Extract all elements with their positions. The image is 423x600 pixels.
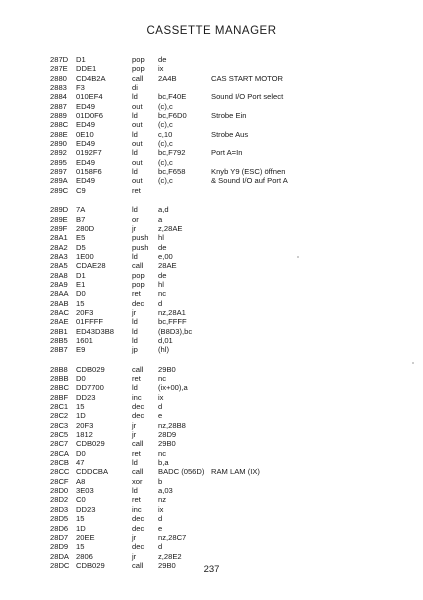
listing-row: [0, 383, 423, 392]
operand-cell: a: [158, 214, 163, 224]
address-cell: 28D6: [50, 523, 69, 533]
address-cell: 28BC: [50, 383, 69, 393]
address-cell: 28D9: [50, 542, 69, 552]
listing-row: [0, 411, 423, 420]
listing-row: [0, 336, 423, 345]
operand-cell: a,d: [158, 205, 169, 215]
address-cell: 2890: [50, 139, 67, 149]
listing-row: [0, 477, 423, 486]
address-cell: 28D3: [50, 504, 69, 514]
hex-bytes-cell: E9: [76, 345, 86, 355]
mnemonic-cell: dec: [132, 411, 145, 421]
address-cell: 28A8: [50, 270, 68, 280]
address-cell: 28BB: [50, 374, 69, 383]
address-cell: 28AA: [50, 289, 69, 299]
operand-cell: nz,28A1: [158, 307, 186, 317]
hex-bytes-cell: 1E00: [76, 251, 94, 261]
listing-row: [0, 158, 423, 167]
hex-bytes-cell: ED49: [76, 176, 95, 186]
address-cell: 289A: [50, 176, 68, 186]
operand-cell: bc,F658: [158, 167, 186, 177]
operand-cell: nz,28C7: [158, 532, 187, 542]
mnemonic-cell: ld: [132, 111, 138, 121]
mnemonic-cell: xor: [132, 476, 143, 486]
listing-row: [0, 120, 423, 129]
hex-bytes-cell: C9: [76, 185, 86, 195]
hex-bytes-cell: D0: [76, 374, 86, 383]
hex-bytes-cell: D0: [76, 289, 86, 299]
listing-row: [0, 514, 423, 523]
address-cell: 287E: [50, 64, 68, 74]
mnemonic-cell: push: [132, 233, 149, 243]
listing-row: [0, 486, 423, 495]
listing-row: [0, 74, 423, 83]
operand-cell: (c),c: [158, 101, 173, 111]
hex-bytes-cell: ED49: [76, 157, 95, 167]
comment-cell: Knyb Y9 (ESC) öffnen: [211, 167, 286, 177]
code-block: [0, 365, 423, 571]
mnemonic-cell: call: [132, 467, 144, 477]
listing-row: [0, 308, 423, 317]
hex-bytes-cell: CDDCBA: [76, 467, 109, 477]
listing-row: [0, 365, 423, 374]
listing-row: [0, 280, 423, 289]
address-cell: 2897: [50, 167, 67, 177]
address-cell: 28C3: [50, 420, 69, 430]
listing-row: [0, 111, 423, 120]
operand-cell: (B8D3),bc: [158, 326, 193, 336]
hex-bytes-cell: 010EF4: [76, 92, 103, 102]
hex-bytes-cell: 20F3: [76, 420, 94, 430]
hex-bytes-cell: 15: [76, 402, 85, 412]
address-cell: 28DC: [50, 560, 70, 570]
mnemonic-cell: out: [132, 176, 143, 186]
assembly-listing: [0, 55, 423, 580]
operand-cell: z,28AE: [158, 223, 183, 233]
mnemonic-cell: ld: [132, 148, 138, 158]
mnemonic-cell: inc: [132, 392, 142, 402]
mnemonic-cell: call: [132, 261, 144, 271]
hex-bytes-cell: 3E03: [76, 486, 94, 496]
address-cell: 2880: [50, 73, 67, 83]
hex-bytes-cell: 280D: [76, 223, 95, 233]
operand-cell: nz: [158, 495, 167, 505]
operand-cell: hl: [158, 233, 164, 243]
mnemonic-cell: call: [132, 364, 144, 374]
operand-cell: 28AE: [158, 261, 177, 271]
operand-cell: bc,FFFF: [158, 317, 187, 327]
listing-row: [0, 224, 423, 233]
mnemonic-cell: ld: [132, 129, 138, 139]
hex-bytes-cell: 0158F6: [76, 167, 102, 177]
mnemonic-cell: pop: [132, 55, 145, 64]
operand-cell: e,00: [158, 251, 173, 261]
mnemonic-cell: dec: [132, 523, 145, 533]
listing-row: [0, 458, 423, 467]
listing-row: [0, 148, 423, 157]
mnemonic-cell: push: [132, 242, 149, 252]
mnemonic-cell: out: [132, 157, 143, 167]
operand-cell: d: [158, 542, 163, 552]
hex-bytes-cell: D0: [76, 448, 86, 458]
operand-cell: 28D9: [158, 430, 177, 440]
operand-cell: d,01: [158, 335, 173, 345]
mnemonic-cell: dec: [132, 514, 145, 524]
mnemonic-cell: ret: [132, 374, 141, 383]
address-cell: 2883: [50, 83, 67, 93]
hex-bytes-cell: ED49: [76, 120, 95, 130]
address-cell: 28CA: [50, 448, 69, 458]
operand-cell: ix: [158, 504, 164, 514]
hex-bytes-cell: E1: [76, 279, 86, 289]
hex-bytes-cell: 15: [76, 298, 85, 308]
hex-bytes-cell: 7A: [76, 205, 86, 215]
mnemonic-cell: ld: [132, 335, 138, 345]
mnemonic-cell: out: [132, 120, 143, 130]
hex-bytes-cell: 20EE: [76, 532, 95, 542]
listing-row: [0, 524, 423, 533]
operand-cell: ix: [158, 392, 164, 402]
hex-bytes-cell: DDE1: [76, 64, 97, 74]
mnemonic-cell: jr: [132, 430, 137, 440]
address-cell: 28C1: [50, 402, 69, 412]
address-cell: 28A5: [50, 261, 68, 271]
mnemonic-cell: ld: [132, 167, 138, 177]
address-cell: 28AB: [50, 298, 69, 308]
address-cell: 289D: [50, 205, 69, 215]
address-cell: 28B1: [50, 326, 68, 336]
listing-row: [0, 176, 423, 185]
hex-bytes-cell: CDB029: [76, 364, 105, 374]
operand-cell: hl: [158, 279, 164, 289]
operand-cell: bc,F6D0: [158, 111, 187, 121]
address-cell: 28C5: [50, 430, 69, 440]
listing-row: [0, 317, 423, 326]
hex-bytes-cell: 1812: [76, 430, 93, 440]
hex-bytes-cell: B7: [76, 214, 86, 224]
hex-bytes-cell: 1601: [76, 335, 93, 345]
operand-cell: d: [158, 514, 163, 524]
mnemonic-cell: out: [132, 139, 143, 149]
mnemonic-cell: ld: [132, 92, 138, 102]
listing-row: [0, 542, 423, 551]
listing-row: [0, 215, 423, 224]
address-cell: 28C7: [50, 439, 69, 449]
address-cell: 28CF: [50, 476, 69, 486]
hex-bytes-cell: ED49: [76, 139, 95, 149]
hex-bytes-cell: CDB029: [76, 439, 105, 449]
address-cell: 2895: [50, 157, 67, 167]
listing-row: [0, 327, 423, 336]
listing-row: [0, 374, 423, 383]
address-cell: 289F: [50, 223, 68, 233]
listing-row: [0, 261, 423, 270]
mnemonic-cell: jr: [132, 307, 137, 317]
hex-bytes-cell: ED43D3B8: [76, 326, 114, 336]
mnemonic-cell: ld: [132, 317, 138, 327]
address-cell: 2884: [50, 92, 67, 102]
operand-cell: de: [158, 270, 167, 280]
address-cell: 28DA: [50, 551, 69, 561]
address-cell: 28D2: [50, 495, 69, 505]
address-cell: 28D7: [50, 532, 69, 542]
address-cell: 288C: [50, 120, 69, 130]
mnemonic-cell: jr: [132, 223, 137, 233]
address-cell: 28D5: [50, 514, 69, 524]
listing-row: [0, 421, 423, 430]
address-cell: 288E: [50, 129, 68, 139]
address-cell: 289E: [50, 214, 68, 224]
operand-cell: nz,28B8: [158, 420, 186, 430]
listing-row: [0, 495, 423, 504]
hex-bytes-cell: CDAE28: [76, 261, 106, 271]
page-title: CASSETTE MANAGER: [146, 25, 277, 37]
operand-cell: 29B0: [158, 364, 176, 374]
operand-cell: b: [158, 476, 163, 486]
hex-bytes-cell: 1D: [76, 411, 86, 421]
listing-row: [0, 299, 423, 308]
hex-bytes-cell: F3: [76, 83, 85, 93]
mnemonic-cell: pop: [132, 64, 145, 74]
mnemonic-cell: call: [132, 73, 144, 83]
listing-row: [0, 467, 423, 476]
mnemonic-cell: jp: [132, 345, 138, 355]
address-cell: 28A9: [50, 279, 68, 289]
address-cell: 2892: [50, 148, 67, 158]
operand-cell: (c),c: [158, 139, 173, 149]
address-cell: 28CB: [50, 458, 69, 468]
mnemonic-cell: ld: [132, 251, 138, 261]
operand-cell: (hl): [158, 345, 169, 355]
listing-row: [0, 533, 423, 542]
operand-cell: (c),c: [158, 120, 173, 130]
operand-cell: 29B0: [158, 560, 176, 570]
listing-row: [0, 393, 423, 402]
operand-cell: (ix+00),a: [158, 383, 188, 393]
comment-cell: Strobe Aus: [211, 129, 249, 139]
hex-bytes-cell: 2806: [76, 551, 93, 561]
hex-bytes-cell: D5: [76, 242, 86, 252]
listing-row: [0, 233, 423, 242]
mnemonic-cell: ret: [132, 448, 141, 458]
operand-cell: 2A4B: [158, 73, 177, 83]
mnemonic-cell: dec: [132, 402, 145, 412]
mnemonic-cell: ld: [132, 383, 138, 393]
mnemonic-cell: jr: [132, 551, 137, 561]
hex-bytes-cell: 01D0F6: [76, 111, 104, 121]
address-cell: 28CC: [50, 467, 70, 477]
hex-bytes-cell: E5: [76, 233, 86, 243]
listing-row: [0, 439, 423, 448]
mnemonic-cell: pop: [132, 279, 145, 289]
operand-cell: d: [158, 402, 163, 412]
operand-cell: nc: [158, 374, 167, 383]
hex-bytes-cell: CD4B2A: [76, 73, 106, 83]
mnemonic-cell: ld: [132, 326, 138, 336]
hex-bytes-cell: DD23: [76, 392, 96, 402]
hex-bytes-cell: C0: [76, 495, 86, 505]
operand-cell: (c),c: [158, 157, 173, 167]
listing-row: [0, 449, 423, 458]
hex-bytes-cell: D1: [76, 270, 86, 280]
code-block: [0, 55, 423, 195]
operand-cell: 29B0: [158, 439, 176, 449]
listing-row: [0, 92, 423, 101]
mnemonic-cell: di: [132, 83, 138, 93]
address-cell: 28B5: [50, 335, 68, 345]
hex-bytes-cell: D1: [76, 55, 86, 64]
listing-row: [0, 505, 423, 514]
hex-bytes-cell: 15: [76, 514, 85, 524]
comment-cell: Port A=In: [211, 148, 243, 158]
listing-row: [0, 402, 423, 411]
listing-row: [0, 167, 423, 176]
scan-speck: [297, 256, 299, 258]
operand-cell: BADC (056D): [158, 467, 205, 477]
operand-cell: bc,F40E: [158, 92, 187, 102]
operand-cell: e: [158, 411, 163, 421]
code-block: [0, 205, 423, 355]
address-cell: 28AE: [50, 317, 69, 327]
address-cell: 287D: [50, 55, 69, 64]
hex-bytes-cell: 01FFFF: [76, 317, 104, 327]
operand-cell: bc,F792: [158, 148, 186, 158]
address-cell: 28A1: [50, 233, 68, 243]
mnemonic-cell: dec: [132, 298, 145, 308]
listing-row: [0, 83, 423, 92]
scan-speck: [412, 362, 414, 364]
mnemonic-cell: ld: [132, 205, 138, 215]
listing-row: [0, 271, 423, 280]
listing-row: [0, 64, 423, 73]
mnemonic-cell: ret: [132, 185, 141, 195]
hex-bytes-cell: 47: [76, 458, 85, 468]
operand-cell: (c),c: [158, 176, 173, 186]
hex-bytes-cell: DD7700: [76, 383, 104, 393]
operand-cell: c,10: [158, 129, 173, 139]
address-cell: 2887: [50, 101, 67, 111]
listing-row: [0, 205, 423, 214]
comment-cell: RAM LAM (IX): [211, 467, 260, 477]
address-cell: 28B7: [50, 345, 68, 355]
listing-row: [0, 252, 423, 261]
mnemonic-cell: call: [132, 560, 144, 570]
mnemonic-cell: ret: [132, 495, 141, 505]
address-cell: 28BF: [50, 392, 69, 402]
comment-cell: & Sound I/O auf Port A: [211, 176, 288, 186]
hex-bytes-cell: 1D: [76, 523, 86, 533]
operand-cell: nc: [158, 289, 167, 299]
operand-cell: nc: [158, 448, 167, 458]
listing-row: [0, 55, 423, 64]
address-cell: 28A3: [50, 251, 68, 261]
address-cell: 28AC: [50, 307, 69, 317]
mnemonic-cell: call: [132, 439, 144, 449]
hex-bytes-cell: 0E10: [76, 129, 94, 139]
hex-bytes-cell: 15: [76, 542, 85, 552]
address-cell: 28D0: [50, 486, 69, 496]
hex-bytes-cell: A8: [76, 476, 86, 486]
operand-cell: a,03: [158, 486, 173, 496]
mnemonic-cell: pop: [132, 270, 145, 280]
mnemonic-cell: or: [132, 214, 139, 224]
hex-bytes-cell: DD23: [76, 504, 96, 514]
operand-cell: z,28E2: [158, 551, 182, 561]
address-cell: 28B8: [50, 364, 68, 374]
address-cell: 28C2: [50, 411, 69, 421]
mnemonic-cell: jr: [132, 532, 137, 542]
address-cell: 289C: [50, 185, 69, 195]
operand-cell: b,a: [158, 458, 169, 468]
mnemonic-cell: ret: [132, 289, 141, 299]
page-number: 237: [203, 564, 220, 575]
mnemonic-cell: inc: [132, 504, 142, 514]
listing-row: [0, 345, 423, 354]
operand-cell: de: [158, 242, 167, 252]
comment-cell: Sound I/O Port select: [211, 92, 284, 102]
hex-bytes-cell: 20F3: [76, 307, 94, 317]
address-cell: 2889: [50, 111, 67, 121]
operand-cell: ix: [158, 64, 164, 74]
mnemonic-cell: out: [132, 101, 143, 111]
listing-row: [0, 130, 423, 139]
mnemonic-cell: ld: [132, 458, 138, 468]
address-cell: 28A2: [50, 242, 68, 252]
listing-row: [0, 186, 423, 195]
hex-bytes-cell: ED49: [76, 101, 95, 111]
comment-cell: Strobe Ein: [211, 111, 247, 121]
comment-cell: CAS START MOTOR: [211, 73, 284, 83]
operand-cell: de: [158, 55, 167, 64]
mnemonic-cell: jr: [132, 420, 137, 430]
mnemonic-cell: dec: [132, 542, 145, 552]
operand-cell: d: [158, 298, 163, 308]
listing-row: [0, 139, 423, 148]
listing-row: [0, 102, 423, 111]
listing-row: [0, 430, 423, 439]
listing-row: [0, 243, 423, 252]
hex-bytes-cell: CDB029: [76, 560, 105, 570]
listing-row: [0, 552, 423, 561]
mnemonic-cell: ld: [132, 486, 138, 496]
hex-bytes-cell: 0192F7: [76, 148, 102, 158]
listing-row: [0, 289, 423, 298]
operand-cell: e: [158, 523, 163, 533]
